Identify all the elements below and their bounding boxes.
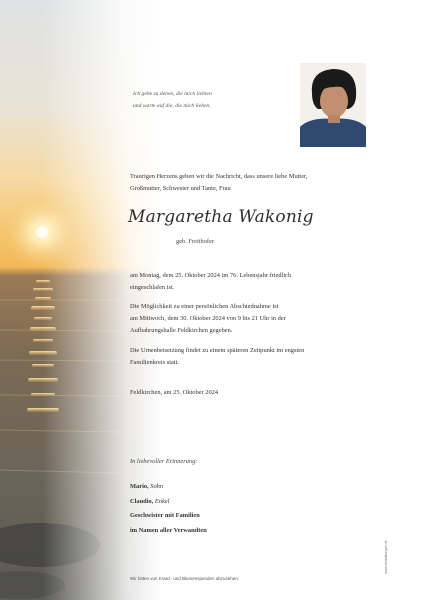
quote-line-1: Ich gehe zu denen, die mich liebten — [133, 91, 212, 97]
p3-line-2: Familienkreis statt. — [130, 359, 179, 366]
mourner-name: im Namen aller Verwandten — [130, 526, 207, 534]
p2-line-1: Die Möglichkeit zu einer persönlichen Abschiednahme ist — [130, 303, 279, 310]
mourner-item — [130, 509, 207, 524]
intro-line-2: Großmutter, Schwester und Tante, Frau — [130, 185, 231, 192]
quote-line-2: und warte auf die, die mich lieben. — [133, 103, 211, 109]
mourner-item — [130, 495, 207, 510]
mourners-list — [130, 480, 207, 538]
mourner-name: Claudio, — [130, 497, 154, 505]
mourner-name: Geschwister mit Familien — [130, 512, 200, 519]
mourner-item — [130, 480, 207, 495]
p3-line-1: Die Urnenbeisetzung findet zu einem späteren Zeitpunkt im engsten — [130, 347, 305, 354]
birth-name: geb. Freithofer — [176, 238, 214, 245]
place-date: Feldkirchen, am 25. Oktober 2024 — [130, 389, 219, 396]
side-imprint: www.bestattungen.at — [384, 540, 388, 574]
farewell-paragraph — [130, 301, 380, 337]
p2-line-3: Aufbahrungshalle Feldkirchen gegeben. — [130, 327, 233, 334]
mourner-item — [130, 524, 207, 539]
announcement-intro — [130, 171, 380, 195]
mourner-relation: Enkel — [154, 497, 170, 505]
footer-note: Wir bitten von Kranz- und Blumenspenden abzusehen. — [130, 576, 240, 581]
death-paragraph — [130, 270, 380, 294]
quote — [133, 88, 293, 112]
portrait-photo — [300, 63, 366, 147]
p1-line-2: eingeschlafen ist. — [130, 284, 175, 291]
p1-line-1: am Montag, dem 25. Oktober 2024 im 76. Lebensjahr friedlich — [130, 272, 292, 279]
mourner-relation: Sohn — [150, 483, 164, 490]
intro-line-1: Traurigen Herzens geben wir die Nachricht, dass unsere liebe Mutter, — [130, 173, 308, 180]
p2-line-2: am Mittwoch, dem 30. Oktober 2024 von 9 bis 21 Uhr in der — [130, 315, 286, 322]
mourner-name: Mario, — [130, 483, 149, 490]
memory-title: In liebevoller Erinnerung: — [130, 458, 198, 465]
deceased-name: Margaretha Wakonig — [128, 207, 314, 227]
burial-paragraph — [130, 345, 380, 369]
